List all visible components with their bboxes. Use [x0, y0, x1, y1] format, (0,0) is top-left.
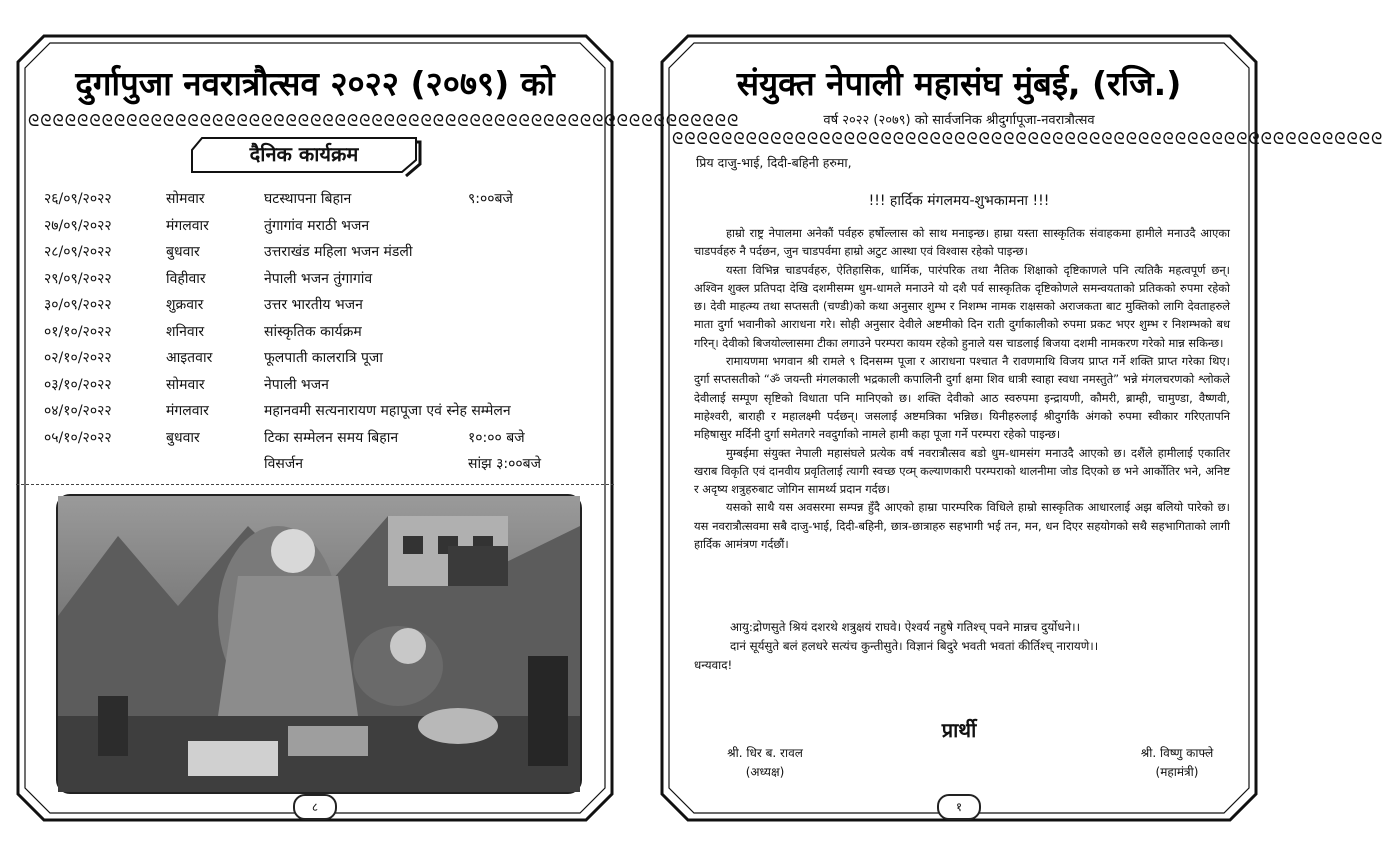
signatory-role: (महामंत्री)	[1155, 765, 1199, 779]
letter-paragraph: मुम्बईमा संयुक्त नेपाली महासंघले प्रत्येक वर्ष नवरात्रौत्सव बडो धुम-धामसंग मनाउदै आएको छ। दशैंले हामीलाई एकातिर खराब विकृति एवं दानवीय प्रवृतिलाई त्यागी स्वच्छ एव्म् कल्याणकारी परम्पराको थालनीमा जोड दिएको छ भने आर्कोतिर भने, अनिष्ट र अदृष्य शत्रुहरुबाट जोगिन सामर्थ्य प्रदान गर्दछ।	[694, 445, 1230, 497]
daily-program-heading: दैनिक कार्यक्रम	[249, 142, 359, 166]
ornament-divider: ᘓᘓᘓᘓᘓᘓᘓᘓᘓᘓᘓᘓᘓᘓᘓᘓᘓᘓᘓᘓᘓᘓᘓᘓᘓᘓᘓᘓᘓᘓᘓᘓᘓᘓᘓᘓᘓᘓᘓᘓᘓᘓᘓᘓᘓᘓᘓᘓᘓᘓᘓᘓᘓᘓᘓᘓᘓᘓ	[672, 129, 1383, 148]
schedule-time: ९:००बजे	[468, 191, 513, 207]
letter-paragraph: यस्ता विभिन्न चाडपर्वहरु, ऐतिहासिक, धार्मिक, पारंपरिक तथा नैतिक शिक्षाको दृष्टिकाणले पनि त्यतिकै महत्वपूर्ण छन्। अश्विन शुक्ल प्रतिपदा देखि दशमीसम्म धुम-धामले मनाउने यो दशै पर्व सास्कृतिक दृष्टिकोणले समन्वयताको प्रतिकको रुपमा रहेको छ। देवी माहत्म्य तथा सप्तसती (चण्डी)को कथा अनुसार शुम्भ र निशम्भ नामक राक्षसको अराजकता बाट मुक्तिको लागि देवताहरुले माता दुर्गा भवानीको आराधना गरे। सोही अनुसार देवीले अष्टमीको दिन राती दुर्गाकालीको रुपमा प्रकट भएर शुम्भ र निशम्भको बध गरिन्। देवीको बिजयोल्लासमा टीका लगाउने परम्परा कायम रहेको हुनाले यस चाडलाई बिजया दशमी नामकरण गरेको मान्न सकिन्छ।	[694, 262, 1230, 350]
photo-illustration	[58, 496, 580, 792]
durga-idol-photo	[56, 494, 582, 794]
schedule-day: विहीवार	[166, 270, 206, 287]
schedule-date: २७/०९/२०२२	[44, 217, 112, 234]
schedule-date: २६/०९/२०२२	[44, 191, 112, 207]
schedule-date: २९/०९/२०२२	[44, 270, 112, 287]
schedule-day: मंगलवार	[166, 403, 209, 419]
schedule-date: ०४/१०/२०२२	[44, 403, 112, 419]
schedule-day: आइतवार	[166, 350, 213, 366]
schedule-date: ०१/१०/२०२२	[44, 323, 112, 340]
schedule-day: शनिवार	[166, 323, 205, 340]
signatory-secretary	[1112, 744, 1242, 782]
schedule-day: बुधवार	[166, 244, 200, 260]
letter-paragraph: रामायणमा भगवान श्री रामले ९ दिनसम्म पूजा र आराधना पश्चात नै रावणमाथि विजय प्राप्त गर्ने शक्ति प्राप्त गरेका थिए। दुर्गा सप्तसतीको “ॐ जयन्ती मंगलकाली भद्रकाली कपालिनी दुर्गा क्षमा शिव धात्री स्वाहा स्वधा नमस्तुते” भन्ने मंगलचरणको श्लोकले देवीलाई सम्पूण सृष्टिको विधाता पनि मानिएको छ। शक्ति देवीको आठ स्वरुपमा इन्द्रायणी, कौमरी, ब्राम्ही, चामुण्डा, वैष्णवी, माहेश्वरी, बाराही र महालक्ष्मी पर्दछन्। जसलाई अष्टमत्रिका भन्निछ। यिनीहरुलाई श्रीदुर्गाकै अंगको रुपमा स्वीकार गरिएतापनि महिषासुर मर्दिनी दुर्गा समेतगरे नवदुर्गाको नामले हामी कहा पूजा गर्ने परम्परा रहेको पाइन्छ।	[694, 354, 1230, 442]
schedule-day: सोमवार	[166, 376, 205, 393]
schedule-day: मंगलवार	[166, 217, 209, 234]
schedule-date: २८/०९/२०२२	[44, 244, 112, 260]
schedule-row	[44, 239, 564, 266]
schedule-date: ०५/१०/२०२२	[44, 429, 112, 446]
shloka-line: आयु:द्रोणसुते श्रियं दशरथे शत्रुक्षयं राघवे। ऐश्वर्य नहुषे गतिश्च् पवने मान्नच दुर्योधने।।	[730, 620, 1081, 634]
schedule-row	[44, 425, 564, 452]
schedule-event: घटस्थापना बिहान	[264, 191, 352, 207]
daily-program-badge	[188, 134, 420, 174]
schedule-event: टिका सम्मेलन समय बिहान	[264, 429, 399, 446]
schedule-row	[44, 319, 564, 346]
schedule-row	[44, 451, 564, 478]
signatory-name: श्री. विष्णु काफ्ले	[1140, 746, 1214, 760]
schedule-event: उत्तर भारतीय भजन	[264, 297, 363, 313]
schedule-event: उत्तराखंड महिला भजन मंडली	[264, 244, 413, 260]
dashed-divider	[16, 484, 614, 485]
schedule-row	[44, 372, 564, 399]
schedule-row	[44, 398, 564, 425]
schedule-event: फूलपाती कालरात्रि पूजा	[264, 350, 383, 366]
schedule-event: महानवमी सत्यनारायण महापूजा एवं स्नेह सम्मेलन	[264, 403, 511, 419]
schedule-day: सोमवार	[166, 191, 205, 207]
schedule-date: ०२/१०/२०२२	[44, 350, 112, 366]
schedule-row	[44, 292, 564, 319]
schedule-day: बुधवार	[166, 429, 200, 446]
schedule-time: सांझ ३:००बजे	[468, 456, 542, 472]
shloka-line: दानं सूर्यसुते बलं हलधरे सत्यंच कुन्तीसुते। विज्ञानं बिदुरे भवती भवतां कीर्तिश्च् नारायणे।।	[730, 639, 1099, 653]
letter-paragraph: यसको साथै यस अवसरमा सम्पन्न हुँदै आएको हाम्रा पारम्परिक विधिले हाम्रो सास्कृतिक आधारलाई अझ बलियो पारेको छ। यस नवरात्रौत्सवमा सबै दाजु-भाई, दिदी-बहिनी, छात्र-छात्राहरु सहभागी भई तन, मन, धन दिएर सहयोगको सथै सहभागिताको लागी हार्दिक आमंत्रण गर्दछौं।	[694, 500, 1230, 552]
schedule-date: ०३/१०/२०२२	[44, 376, 112, 393]
shloka-block	[694, 618, 1230, 675]
schedule-row	[44, 213, 564, 240]
ornament-divider: ᘓᘓᘓᘓᘓᘓᘓᘓᘓᘓᘓᘓᘓᘓᘓᘓᘓᘓᘓᘓᘓᘓᘓᘓᘓᘓᘓᘓᘓᘓᘓᘓᘓᘓᘓᘓᘓᘓᘓᘓᘓᘓᘓᘓᘓᘓᘓᘓᘓᘓᘓᘓᘓᘓᘓᘓᘓᘓ	[28, 111, 740, 130]
page-number: ८	[293, 794, 337, 820]
signatory-name: श्री. धिर ब. रावल	[727, 746, 803, 760]
schedule-event: नेपाली भजन तुंगागांव	[264, 270, 373, 287]
right-page	[660, 34, 1383, 822]
closing-word: प्रार्थी	[941, 718, 977, 742]
signatory-role: (अध्यक्ष)	[745, 765, 785, 779]
thanks-line: धन्यवाद!	[694, 658, 733, 672]
schedule-row	[44, 186, 564, 213]
schedule-event: नेपाली भजन	[264, 376, 329, 393]
signatory-president	[700, 744, 830, 782]
schedule-day: शुक्रवार	[166, 297, 204, 313]
schedule-event: तुंगागांव मराठी भजन	[264, 217, 370, 234]
schedule-table	[44, 186, 564, 478]
letter-wish: !!! हार्दिक मंगलमय-शुभकामना !!!	[868, 193, 1050, 209]
schedule-event: सांस्कृतिक कार्यक्रम	[264, 323, 362, 340]
schedule-event: विसर्जन	[264, 456, 304, 472]
schedule-date: ३०/०९/२०२२	[44, 297, 112, 313]
organization-title: संयुक्त नेपाली महासंघ मुंबई, (रजि.)	[736, 64, 1182, 103]
schedule-time: १०:०० बजे	[468, 429, 525, 446]
festival-subtitle: वर्ष २०२२ (२०७९) को सार्वजनिक श्रीदुर्गापूजा-नवरात्रौत्सव	[823, 113, 1095, 128]
schedule-row	[44, 266, 564, 293]
letter-body	[694, 224, 1230, 553]
letter-greeting: प्रिय दाजु-भाई, दिदी-बहिनी हरुमा,	[696, 155, 852, 170]
letter-paragraph: हाम्रो राष्ट्र नेपालमा अनेकौं पर्वहरु हर्षोल्लास को साथ मनाइन्छ। हाम्रा यस्ता सास्कृतिक संवाहकमा हामीले मनाउदै आएका चाडपर्वहरु नै पर्दछन, जुन चाडपर्वमा हाम्रो अटुट आस्था एवं विश्वास रहेको पाइन्छ।	[694, 226, 1230, 259]
program-title: दुर्गापुजा नवरात्रौत्सव २०२२ (२०७९) को	[75, 64, 555, 103]
schedule-row	[44, 345, 564, 372]
page-number: १	[937, 794, 981, 820]
